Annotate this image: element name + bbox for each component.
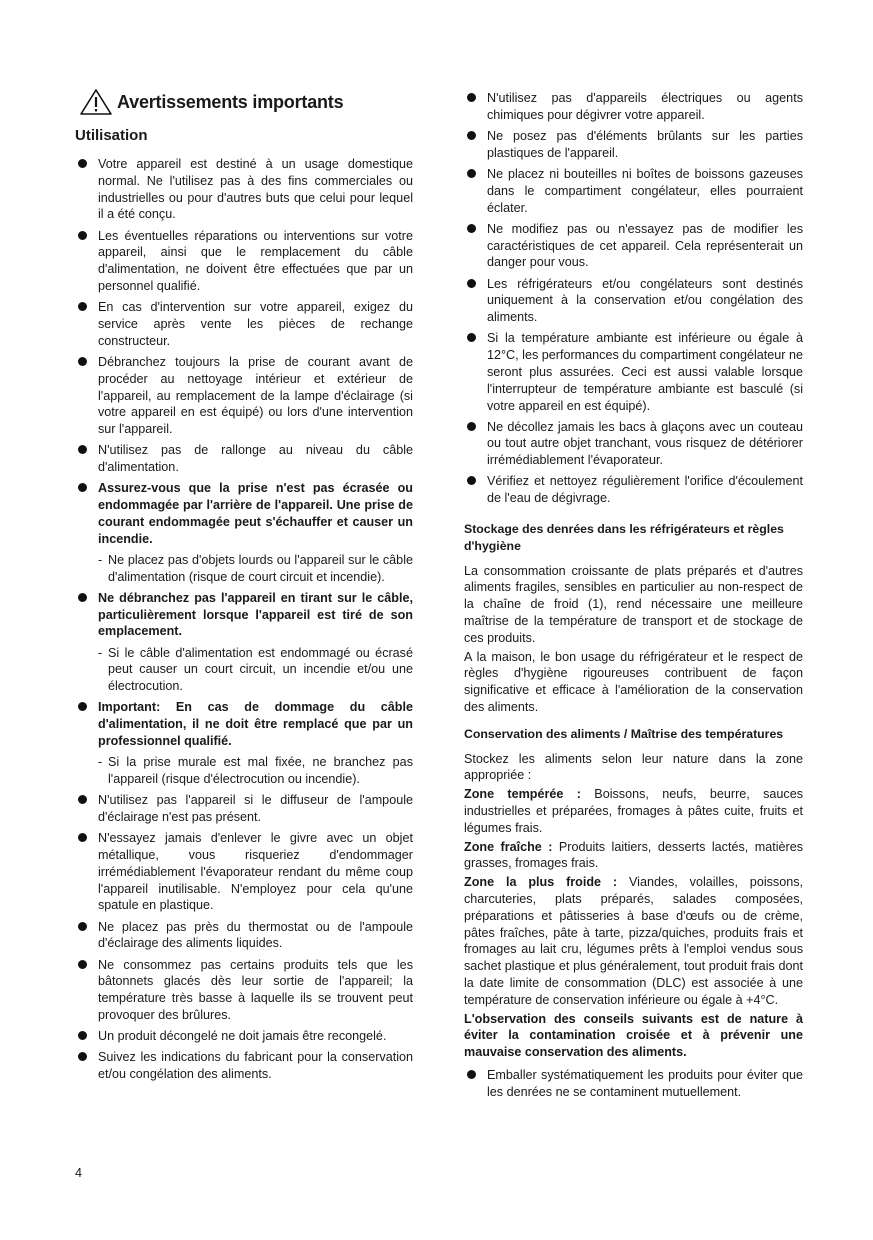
bullet-icon xyxy=(467,1070,476,1079)
bullet-icon xyxy=(78,445,87,454)
bullet-icon xyxy=(78,593,87,602)
section-title-utilisation: Utilisation xyxy=(75,127,148,144)
bullet-icon xyxy=(78,159,87,168)
sub-item: - Si la prise murale est mal fixée, ne branchez pas l'appareil (risque d'électrocution ou incendie). xyxy=(98,755,413,786)
bullet-icon xyxy=(78,302,87,311)
list-item: Ne débranchez pas l'appareil en tirant sur le câble, particulièrement lorsque l'appareil est tiré de son emplacement. xyxy=(75,590,413,640)
zone-fresh xyxy=(464,839,803,873)
zone-label: Zone la plus froide : xyxy=(464,875,618,890)
list-item: Ne décollez jamais les bacs à glaçons avec un couteau ou tout autre objet tranchant, vous risquez de détériorer irrémédiablement l'évaporateur. xyxy=(464,419,803,469)
bullet-icon xyxy=(78,702,87,711)
conservation-intro: Stockez les aliments selon leur nature dans la zone appropriée : xyxy=(464,751,803,783)
sub-item: - Si le câble d'alimentation est endommagé ou écrasé peut causer un court circuit, un incendie et/ou une électrocution. xyxy=(98,645,413,694)
bullet-icon xyxy=(467,131,476,140)
list-item: Débranchez toujours la prise de courant avant de procéder au nettoyage intérieur et extérieur de l'appareil, au remplacement de la lampe d'éclairage (si votre appareil en est équipé) ou lors d'une intervention sur l'appareil. xyxy=(75,354,413,438)
conservation-heading: Conservation des aliments / Maîtrise des températures xyxy=(464,726,784,741)
list-item: N'utilisez pas l'appareil si le diffuseur de l'ampoule d'éclairage n'est pas présent. xyxy=(75,792,413,826)
list-item: Les réfrigérateurs et/ou congélateurs sont destinés uniquement à la conservation et/ou congélation des aliments. xyxy=(464,276,803,326)
sub-item: - Ne placez pas d'objets lourds ou l'appareil sur le câble d'alimentation (risque de court circuit et incendie). xyxy=(98,552,413,584)
bullet-icon xyxy=(467,333,476,342)
warning-triangle-icon xyxy=(79,88,113,116)
advice-paragraph: L'observation des conseils suivants est de nature à éviter la contamination croisée et à prévenir une mauvaise conservation des aliments. xyxy=(464,1011,803,1060)
zone-coldest xyxy=(464,874,803,1008)
bullet-icon xyxy=(78,483,87,492)
bullet-icon xyxy=(78,357,87,366)
list-item: N'utilisez pas d'appareils électriques ou agents chimiques pour dégivrer votre appareil. xyxy=(464,90,803,124)
list-item: Important: En cas de dommage du câble d'alimentation, il ne doit être remplacé que par un professionnel qualifié. xyxy=(75,699,413,749)
bullet-icon xyxy=(467,422,476,431)
list-item: Les éventuelles réparations ou interventions sur votre appareil, ainsi que le remplacement du câble d'alimentation, ne doivent être effectuées que par un personnel qualifié. xyxy=(75,228,413,295)
list-item: Un produit décongelé ne doit jamais être recongelé. xyxy=(75,1028,413,1045)
list-item: Ne consommez pas certains produits tels que les bâtonnets glacés dès leur sortie de l'appareil; la température très basse à laquelle ils se trouvent peut provoquer des brûlures. xyxy=(75,957,413,1024)
page-header xyxy=(79,88,343,116)
bullet-icon xyxy=(78,231,87,240)
bullet-icon xyxy=(467,476,476,485)
list-item: N'essayez jamais d'enlever le givre avec un objet métallique, vous risqueriez d'endommager irrémédiablement l'évaporateur rendant du même coup l'appareil inutilisable. N'employez pour cela qu'une spatule en plastique. xyxy=(75,830,413,914)
list-item: N'utilisez pas de rallonge au niveau du câble d'alimentation. xyxy=(75,442,413,476)
bullet-icon xyxy=(467,169,476,178)
storage-paragraph: La consommation croissante de plats préparés et d'autres aliments fragiles, sensibles en particulier au non-respect de la chaîne de froid (1), rend nécessaire une meilleure maîtrise de la température de transport et de stockage de ces produits. xyxy=(464,563,803,645)
bullet-icon xyxy=(78,1052,87,1061)
list-item: Emballer systématiquement les produits pour éviter que les denrées ne se contaminent mutuellement. xyxy=(464,1067,803,1101)
usage-warning-list-continued xyxy=(464,90,803,1105)
zone-label: Zone tempérée : xyxy=(464,787,581,802)
bullet-icon xyxy=(78,1031,87,1040)
zone-description: Boissons, neufs, beurre, sauces industrielles et préparées, fromages à pâtes cuite, fruits et légumes frais. xyxy=(464,787,804,835)
zone-tempered xyxy=(464,786,803,836)
list-item: Si la température ambiante est inférieure ou égale à 12°C, les performances du compartiment congélateur ne seront plus assurées. Ceci est aussi valable lorsque l'interrupteur de température ambiante est basculé (si votre appareil en est équipé). xyxy=(464,330,803,414)
bullet-icon xyxy=(467,224,476,233)
list-item: Assurez-vous que la prise n'est pas écrasée ou endommagée par l'arrière de l'appareil. Une prise de courant endommagée peut s'échauffer et causer un incendie. xyxy=(75,480,413,547)
bullet-icon xyxy=(78,795,87,804)
list-item: Ne placez pas près du thermostat ou de l'ampoule d'éclairage des aliments liquides. xyxy=(75,919,413,953)
bullet-icon xyxy=(78,960,87,969)
list-item: En cas d'intervention sur votre appareil, exigez du service après vente les pièces de rechange constructeur. xyxy=(75,299,413,349)
bullet-icon xyxy=(467,279,476,288)
storage-paragraph: A la maison, le bon usage du réfrigérateur et le respect de règles d'hygiène rigoureuses contribuent de façon significative et efficace à l'amélioration de la conservation des aliments. xyxy=(464,649,803,715)
bullet-icon xyxy=(78,922,87,931)
page-number: 4 xyxy=(75,1166,83,1180)
zone-description: Produits laitiers, desserts lactés, matières grasses, fromages frais. xyxy=(464,839,804,871)
list-item: Vérifiez et nettoyez régulièrement l'orifice d'écoulement de l'eau de dégivrage. xyxy=(464,473,803,507)
storage-heading: Stockage des denrées dans les réfrigérateurs et règles d'hygiène xyxy=(464,522,784,553)
bullet-icon xyxy=(78,833,87,842)
list-item: Ne placez ni bouteilles ni boîtes de boissons gazeuses dans le compartiment congélateur, elles pourraient éclater. xyxy=(464,166,803,216)
list-item: Votre appareil est destiné à un usage domestique normal. Ne l'utilisez pas à des fins commerciales ou industrielles ou pour d'autres buts que celui pour lequel il a été conçu. xyxy=(75,156,413,223)
usage-warning-list xyxy=(75,156,413,1087)
zone-label: Zone fraîche : xyxy=(464,839,553,854)
bullet-icon xyxy=(467,93,476,102)
page-title: Avertissements importants xyxy=(117,91,344,112)
list-item: Ne modifiez pas ou n'essayez pas de modifier les caractéristiques de cet appareil. Cela représenterait un danger pour vous. xyxy=(464,221,803,271)
list-item: Ne posez pas d'éléments brûlants sur les parties plastiques de l'appareil. xyxy=(464,128,803,162)
zone-description: Viandes, volailles, poissons, charcuteries, plats préparés, salades composées, préparations et pâtisseries à base d'œufs ou de crème, pâtes fraîches, pâte à tarte, pizza/quiches, produits frais et fromages au lait cru, légumes prêts à l'emploi vendus sous sachet plastique et plus généralement, tout produit frais dont la date limite de consommation (DLC) est associée à une température de conservation inférieure ou égale à +4°C. xyxy=(464,875,804,1007)
list-item: Suivez les indications du fabricant pour la conservation et/ou congélation des aliments. xyxy=(75,1049,413,1083)
